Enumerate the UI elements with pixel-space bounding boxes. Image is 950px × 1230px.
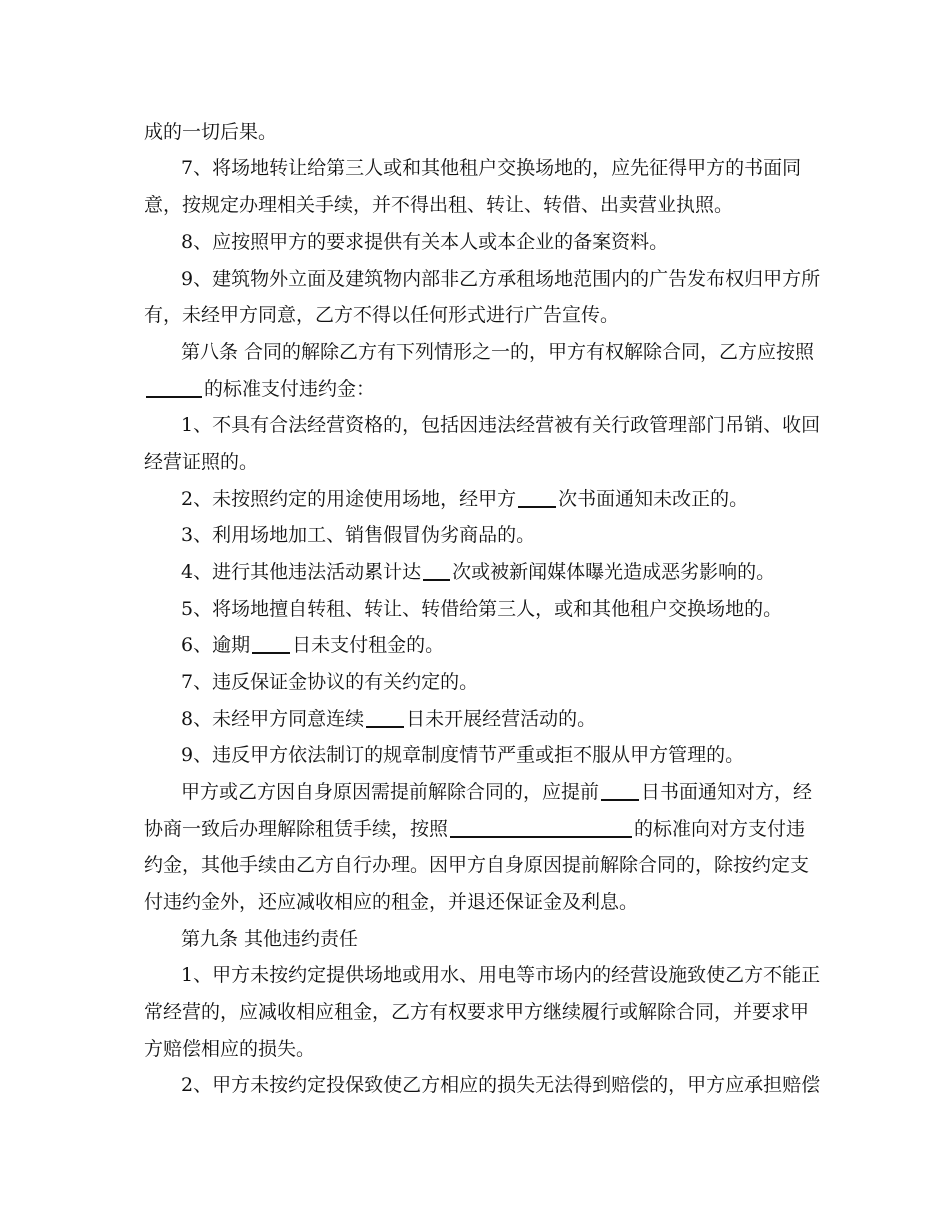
text-line: 有，未经甲方同意，乙方不得以任何形式进行广告宣传。 [144,304,620,326]
text-line: 9、建筑物外立面及建筑物内部非乙方承租场地范围内的广告发布权归甲方所 [181,268,821,290]
text-line [144,371,375,408]
text-segment: 的标准支付违约金： [204,378,376,400]
text-segment: 次或被新闻媒体曝光造成恶劣影响的。 [452,561,776,583]
text-line: 成的一切后果。 [144,121,278,143]
fill-in-blank [252,630,290,654]
text-segment: 日书面通知对方，经 [641,781,813,803]
fill-in-blank [601,777,639,801]
text-line [181,627,444,664]
text-line: 9、违反甲方依法制订的规章制度情节严重或拒不服从甲方管理的。 [181,744,745,766]
fill-in-blank [146,374,202,398]
text-segment: 的标准向对方支付违 [634,818,806,840]
text-line [181,481,748,518]
text-segment: 日未支付租金的。 [292,634,445,656]
text-line: 1、甲方未按约定提供场地或用水、用电等市场内的经营设施致使乙方不能正 [181,964,821,986]
fill-in-blank [518,484,556,508]
fill-in-blank [450,814,632,838]
text-line [181,554,775,591]
text-line [144,811,805,848]
article-9-heading: 第九条 其他违约责任 [181,928,359,950]
text-line [181,774,812,811]
text-line: 经营证照的。 [144,451,259,473]
text-line: 3、利用场地加工、销售假冒伪劣商品的。 [181,524,536,546]
text-line: 常经营的，应减收相应租金，乙方有权要求甲方继续履行或解除合同，并要求甲 [144,1001,810,1023]
text-line: 2、甲方未按约定投保致使乙方相应的损失无法得到赔偿的，甲方应承担赔偿 [181,1074,821,1096]
text-line: 7、将场地转让给第三人或和其他租户交换场地的，应先征得甲方的书面同 [181,157,802,179]
text-line [181,701,596,738]
fill-in-blank [366,704,404,728]
text-segment: 协商一致后办理解除租赁手续，按照 [144,818,449,840]
fill-in-blank [423,557,450,581]
text-segment: 2、未按照约定的用途使用场地，经甲方 [181,488,517,510]
text-line: 5、将场地擅自转租、转让、转借给第三人，或和其他租户交换场地的。 [181,598,783,620]
text-line: 7、违反保证金协议的有关约定的。 [181,671,479,693]
text-segment: 8、未经甲方同意连续 [181,708,365,730]
text-line: 方赔偿相应的损失。 [144,1038,316,1060]
text-segment: 4、进行其他违法活动累计达 [181,561,422,583]
text-segment: 次书面通知未改正的。 [558,488,749,510]
text-segment: 甲方或乙方因自身原因需提前解除合同的，应提前 [181,781,600,803]
text-line: 1、不具有合法经营资格的，包括因违法经营被有关行政管理部门吊销、收回 [181,414,821,436]
text-line: 8、应按照甲方的要求提供有关本人或本企业的备案资料。 [181,231,669,253]
text-line: 意，按规定办理相关手续，并不得出租、转让、转借、出卖营业执照。 [144,194,734,216]
article-8-heading: 第八条 合同的解除乙方有下列情形之一的，甲方有权解除合同，乙方应按照 [181,341,815,363]
text-segment: 日未开展经营活动的。 [406,708,597,730]
text-segment: 6、逾期 [181,634,251,656]
text-line: 约金，其他手续由乙方自行办理。因甲方自身原因提前解除合同的，除按约定支 [144,854,810,876]
text-line: 付违约金外，还应减收相应的租金，并退还保证金及利息。 [144,891,639,913]
